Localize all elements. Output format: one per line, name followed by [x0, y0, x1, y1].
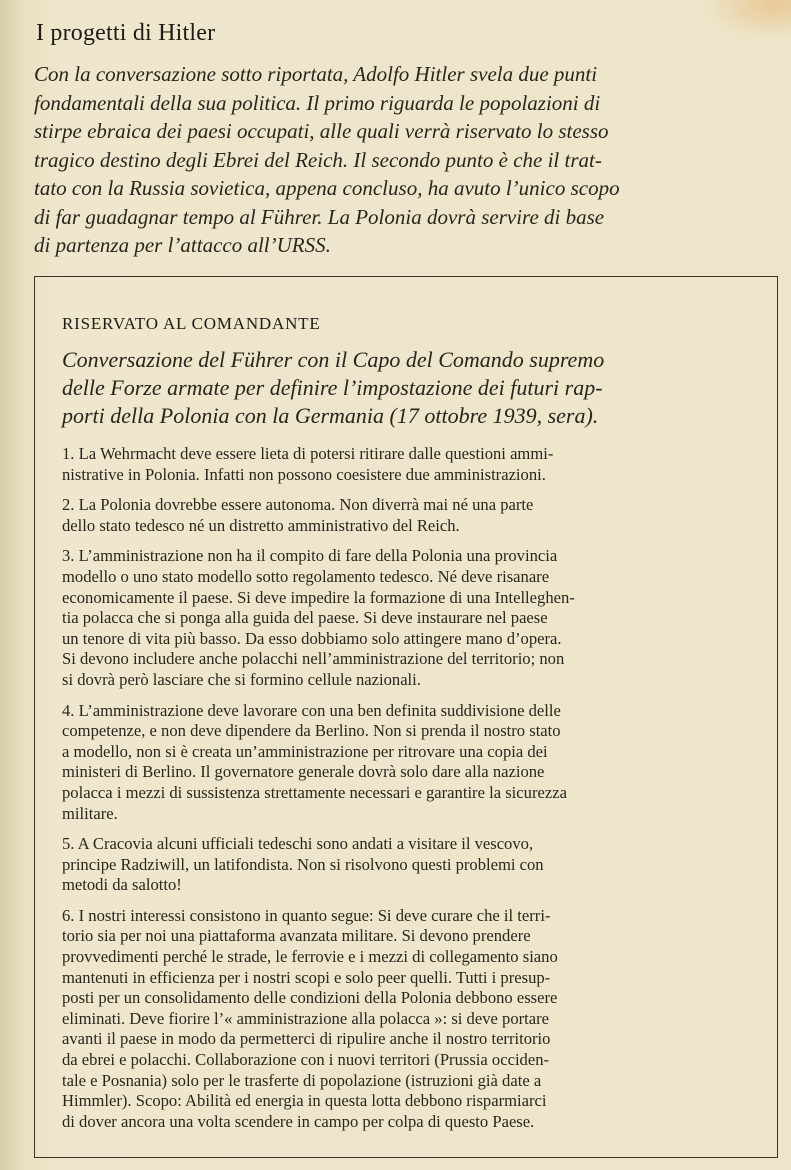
paragraph-line: Si devono includere anche polacchi nell’amministrazione del territorio; non: [62, 649, 565, 669]
paragraph-line: polacca i mezzi di sussistenza strettamente necessari e garantire la sicurezza: [62, 782, 567, 802]
paragraph-line: principe Radziwill, un latifondista. Non si risolvono questi problemi con: [62, 854, 544, 874]
document-body: [58, 314, 758, 1142]
paragraph-line: provvedimenti perché le strade, le ferrovie e i mezzi di collegamento siano: [62, 947, 558, 967]
paragraph-line: eliminati. Deve fiorire l’« amministrazione alla polacca »: si deve portare: [62, 1008, 550, 1028]
paragraph-line: un tenore di vita più basso. Da esso dobbiamo solo attingere mano d’opera.: [62, 628, 562, 648]
document-items: [58, 444, 758, 1132]
paragraph-line: 1. La Wehrmacht deve essere lieta di potersi ritirare dalle questioni ammi-: [62, 444, 554, 463]
intro-paragraph: [34, 60, 774, 260]
intro-line: Con la conversazione sotto riportata, Adolfo Hitler svela due punti: [34, 62, 598, 86]
subtitle-line: porti della Polonia con la Germania (17 ottobre 1939, sera).: [62, 403, 599, 428]
paragraph-line: economicamente il paese. Si deve impedire la formazione di una Intelleghen-: [62, 587, 575, 607]
paragraph-line: a modello, non si è creata un’amministrazione per ritrovare una copia dei: [62, 741, 548, 761]
paragraph-line: 2. La Polonia dovrebbe essere autonoma. Non diverrà mai né una parte: [62, 495, 534, 515]
paragraph-line: 3. L’amministrazione non ha il compito di fare della Polonia una provincia: [62, 546, 558, 566]
paragraph-line: si dovrà però lasciare che si formino cellule nazionali.: [62, 669, 421, 689]
paragraph-line: mantenuti in efficienza per i nostri scopi e solo peer quelli. Tutti i presup-: [62, 967, 551, 987]
paragraph-line: tia polacca che si ponga alla guida del paese. Si deve instaurare nel paese: [62, 608, 548, 628]
document-heading: RISERVATO AL COMANDANTE: [62, 314, 321, 333]
paragraph-line: dello stato tedesco né un distretto amministrativo del Reich.: [62, 515, 460, 535]
numbered-paragraph: [62, 444, 758, 485]
intro-line: tato con la Russia sovietica, appena concluso, ha avuto l’unico scopo: [34, 176, 620, 200]
paragraph-line: di dover ancora una volta scendere in campo per colpa di questo Paese.: [62, 1111, 535, 1131]
paragraph-line: da ebrei e polacchi. Collaborazione con i nuovi territori (Prussia occiden-: [62, 1050, 550, 1070]
paragraph-line: modello o uno stato modello sotto regolamento tedesco. Né deve risanare: [62, 566, 550, 586]
page-title: I progetti di Hitler: [36, 20, 216, 46]
paragraph-line: competenze, e non deve dipendere da Berlino. Non si prenda il nostro stato: [62, 721, 561, 741]
paragraph-line: posti per un consolidamento delle condizioni della Polonia debbono essere: [62, 988, 558, 1008]
page-stain: [701, 0, 791, 40]
subtitle-line: Conversazione del Führer con il Capo del Comando supremo: [62, 347, 605, 372]
intro-line: stirpe ebraica dei paesi occupati, alle quali verrà riservato lo stesso: [34, 119, 609, 143]
paragraph-line: tale e Posnania) solo per le trasferte di popolazione (istruzioni già date a: [62, 1070, 542, 1090]
numbered-paragraph: [62, 834, 758, 896]
paragraph-line: torio sia per noi una piattaforma avanzata militare. Si devono prendere: [62, 926, 531, 946]
numbered-paragraph: [62, 495, 758, 536]
paragraph-line: ministeri di Berlino. Il governatore generale dovrà solo dare alla nazione: [62, 762, 545, 782]
intro-line: tragico destino degli Ebrei del Reich. Il secondo punto è che il trat-: [34, 147, 602, 172]
subtitle-line: delle Forze armate per definire l’impostazione dei futuri rap-: [62, 375, 603, 400]
intro-line: di partenza per l’attacco all’URSS.: [34, 233, 331, 257]
document-subtitle: [62, 346, 758, 430]
paragraph-line: avanti il paese in modo da permetterci di ripulire anche il nostro territorio: [62, 1029, 551, 1049]
paragraph-line: Himmler). Scopo: Abilità ed energia in questa lotta debbono risparmiarci: [62, 1091, 547, 1111]
numbered-paragraph: [62, 701, 758, 825]
intro-line: fondamentali della sua politica. Il primo riguarda le popolazioni di: [34, 90, 601, 115]
paragraph-line: metodi da salotto!: [62, 875, 182, 895]
paragraph-line: militare.: [62, 803, 118, 823]
numbered-paragraph: [62, 546, 758, 690]
paragraph-line: 5. A Cracovia alcuni ufficiali tedeschi sono andati a visitare il vescovo,: [62, 834, 534, 854]
paragraph-line: nistrative in Polonia. Infatti non possono coesistere due amministrazioni.: [62, 464, 546, 484]
paragraph-line: 4. L’amministrazione deve lavorare con una ben definita suddivisione delle: [62, 700, 561, 720]
paragraph-line: 6. I nostri interessi consistono in quanto segue: Si deve curare che il terri-: [62, 905, 551, 925]
numbered-paragraph: [62, 906, 758, 1133]
intro-line: di far guadagnar tempo al Führer. La Polonia dovrà servire di base: [34, 204, 605, 229]
